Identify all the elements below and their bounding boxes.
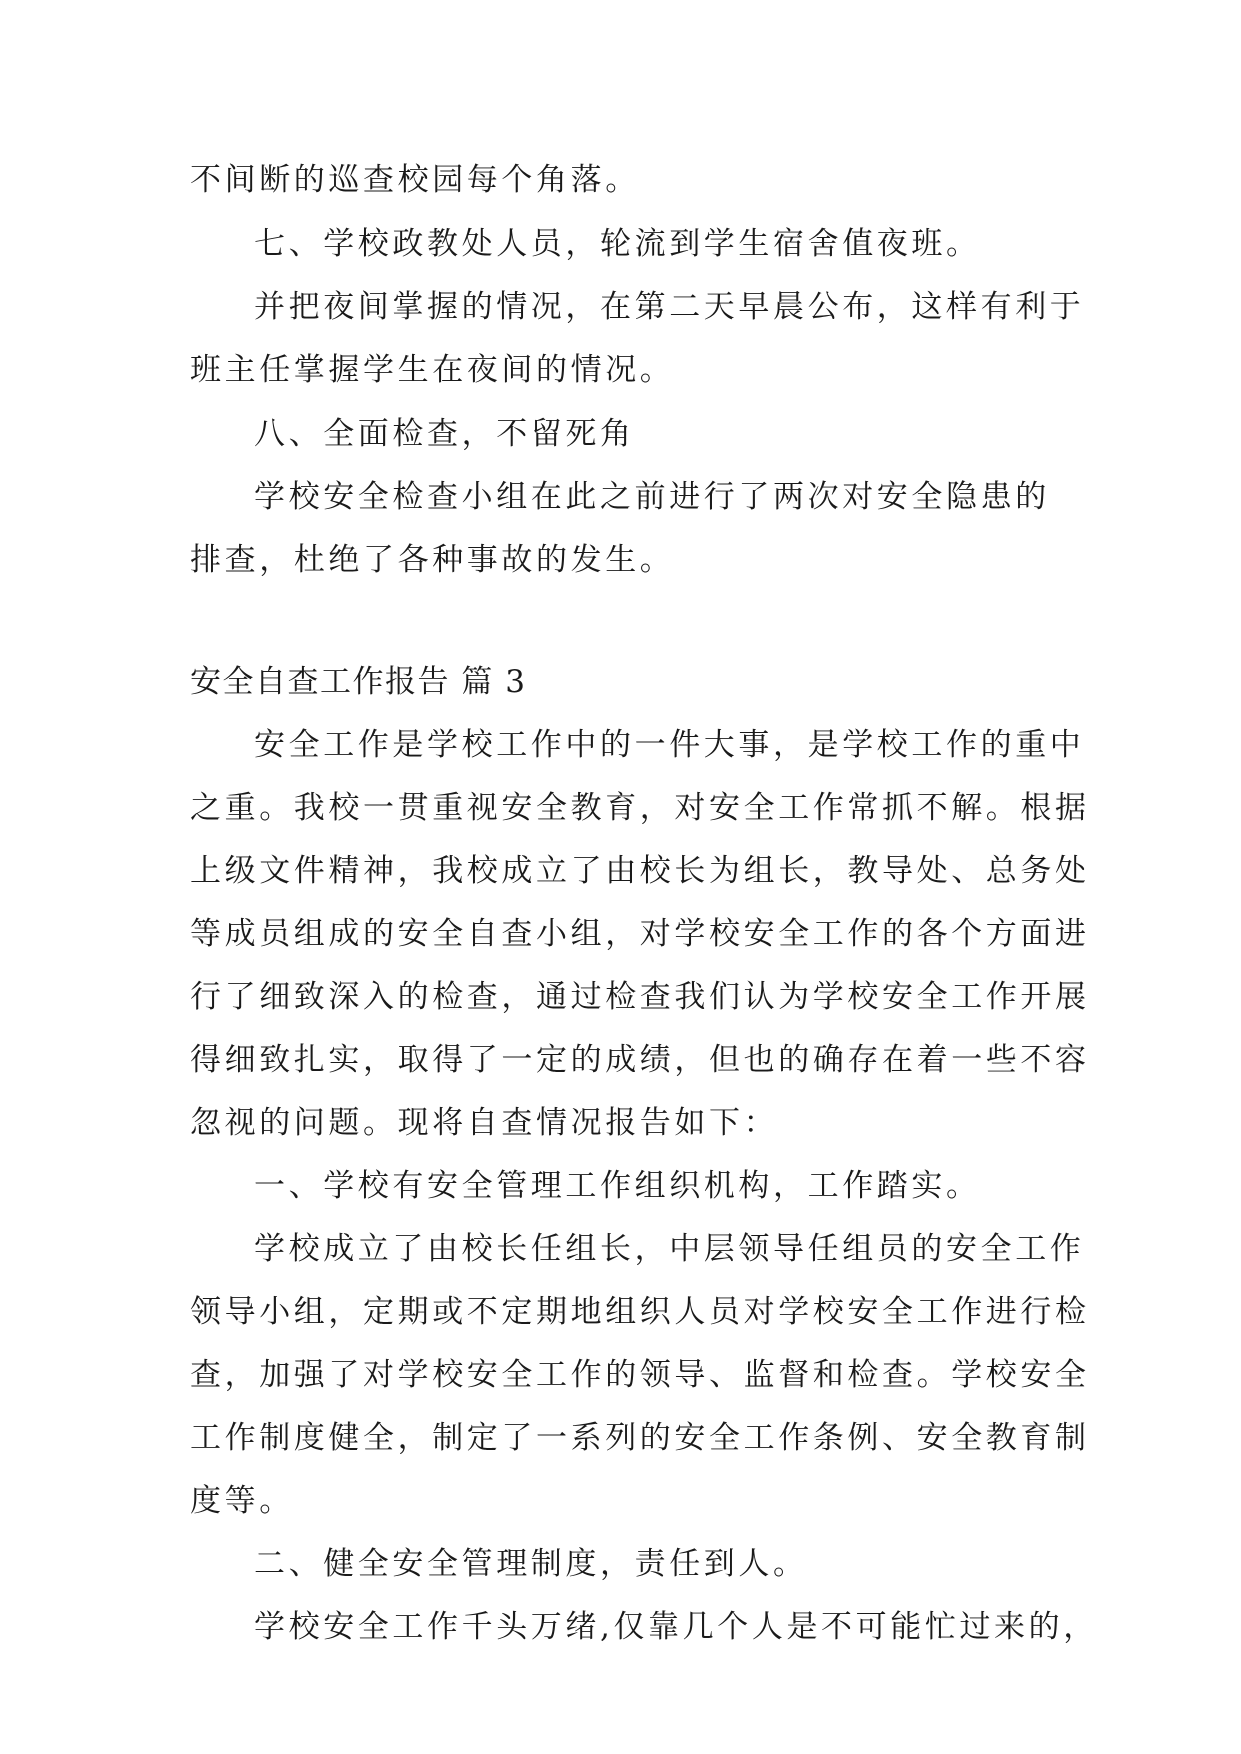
paragraph-line: 安全工作是学校工作中的一件大事，是学校工作的重中 — [254, 727, 1085, 763]
paragraph-line: 忽视的问题。现将自查情况报告如下： — [190, 1105, 779, 1141]
paragraph-line: 学校安全检查小组在此之前进行了两次对安全隐患的 — [254, 479, 1050, 515]
paragraph-line: 班主任掌握学生在夜间的情况。 — [190, 352, 675, 388]
paragraph-line: 排查，杜绝了各种事故的发生。 — [190, 542, 675, 578]
section-title: 安全自查工作报告 篇 3 — [190, 664, 527, 700]
paragraph-line: 工作制度健全，制定了一系列的安全工作条例、安全教育制 — [190, 1420, 1090, 1456]
paragraph-line: 领导小组，定期或不定期地组织人员对学校安全工作进行检 — [190, 1294, 1090, 1330]
paragraph-line: 学校成立了由校长任组长，中层领导任组员的安全工作 — [254, 1231, 1085, 1267]
paragraph-line: 上级文件精神，我校成立了由校长为组长，教导处、总务处 — [190, 853, 1090, 889]
paragraph-line: 七、学校政教处人员，轮流到学生宿舍值夜班。 — [254, 226, 981, 262]
paragraph-line: 度等。 — [190, 1483, 294, 1519]
paragraph-line: 八、全面检查，不留死角 — [254, 416, 635, 452]
paragraph-line: 等成员组成的安全自查小组，对学校安全工作的各个方面进 — [190, 916, 1090, 952]
paragraph-line: 之重。我校一贯重视安全教育，对安全工作常抓不解。根据 — [190, 790, 1090, 826]
paragraph-line: 二、健全安全管理制度，责任到人。 — [254, 1546, 808, 1582]
paragraph-line: 不间断的巡查校园每个角落。 — [190, 162, 640, 198]
paragraph-line: 行了细致深入的检查，通过检查我们认为学校安全工作开展 — [190, 979, 1090, 1015]
paragraph-line: 并把夜间掌握的情况，在第二天早晨公布，这样有利于 — [254, 289, 1085, 325]
paragraph-line: 学校安全工作千头万绪,仅靠几个人是不可能忙过来的， — [254, 1609, 1098, 1645]
paragraph-line: 得细致扎实，取得了一定的成绩，但也的确存在着一些不容 — [190, 1042, 1090, 1078]
paragraph-line: 一、学校有安全管理工作组织机构，工作踏实。 — [254, 1168, 981, 1204]
paragraph-line: 查，加强了对学校安全工作的领导、监督和检查。学校安全 — [190, 1357, 1090, 1393]
